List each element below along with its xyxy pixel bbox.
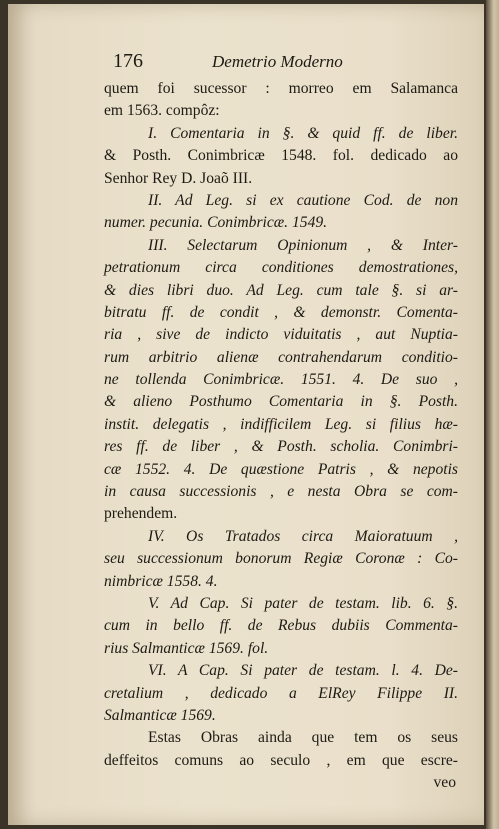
page-text: [104, 50, 458, 795]
adjacent-page-edge: [486, 0, 499, 829]
text-line: res ff. de liber , & Posth. scholia. Conimbri-: [104, 438, 458, 456]
text-line: quem foi sucessor : morreo em Salamanca: [104, 80, 458, 97]
text-line: III. Selectarum Opinionum , & Inter-: [148, 236, 458, 254]
text-line: rius Salmanticæ 1569. fol.: [104, 639, 269, 657]
text-line: petrationum circa conditiones demostrationes,: [104, 259, 458, 277]
text-line: & alieno Posthumo Comentaria in §. Posth.: [104, 393, 458, 411]
body-text: [104, 78, 458, 795]
text-line: deffeitos comuns ao seculo , em que escre-: [104, 751, 458, 769]
running-title: Demetrio Moderno: [212, 52, 343, 71]
text-line: instit. delegatis , indifficilem Leg. si filius hæ-: [104, 415, 458, 433]
page-number: 176: [113, 50, 143, 72]
text-line: prehendem.: [104, 505, 178, 523]
text-line: cretalium , dedicado a ElRey Filippe II.: [104, 684, 458, 702]
text-line: II. Ad Leg. si ex cautione Cod. de non: [148, 191, 458, 209]
text-line: Estas Obras ainda que tem os seus: [148, 729, 458, 747]
text-line: em 1563. compôz:: [104, 102, 220, 120]
text-line: in causa successionis , e nesta Obra se com-: [104, 483, 458, 501]
text-line: & Posth. Conimbricæ 1548. fol. dedicado ao: [104, 147, 458, 165]
text-line: bitratu ff. de condit , & demonstr. Comenta-: [104, 303, 458, 321]
text-line: cæ 1552. 4. De quæstione Patris , & nepotis: [104, 460, 458, 478]
text-line: Senhor Rey D. Joaõ III.: [104, 169, 253, 187]
page-header: [104, 50, 458, 74]
text-line: IV. Os Tratados circa Maioratuum ,: [148, 527, 458, 545]
text-line: Salmanticæ 1569.: [104, 706, 216, 724]
text-line: veo: [433, 774, 456, 792]
text-line: & dies libri duo. Ad Leg. cum tale §. si ar-: [104, 281, 458, 299]
text-line: ria , sive de indicto viduitatis , aut Nuptia-: [104, 326, 458, 344]
text-line: seu successionum bonorum Regiæ Coronæ : Co-: [104, 550, 458, 568]
text-line: VI. A Cap. Si pater de testam. l. 4. De-: [148, 662, 458, 680]
text-line: rum arbitrio alienæ contrahendarum conditio-: [104, 348, 458, 366]
text-line: nimbricæ 1558. 4.: [104, 572, 218, 590]
text-line: ne tollenda Conimbricæ. 1551. 4. De suo ,: [104, 371, 458, 389]
text-line: cum in bello ff. de Rebus dubiis Commenta-: [104, 617, 458, 635]
text-line: I. Comentaria in §. & quid ff. de liber.: [148, 124, 458, 142]
text-line: V. Ad Cap. Si pater de testam. lib. 6. §.: [148, 594, 458, 612]
text-line: numer. pecunia. Conimbricæ. 1549.: [104, 214, 328, 232]
